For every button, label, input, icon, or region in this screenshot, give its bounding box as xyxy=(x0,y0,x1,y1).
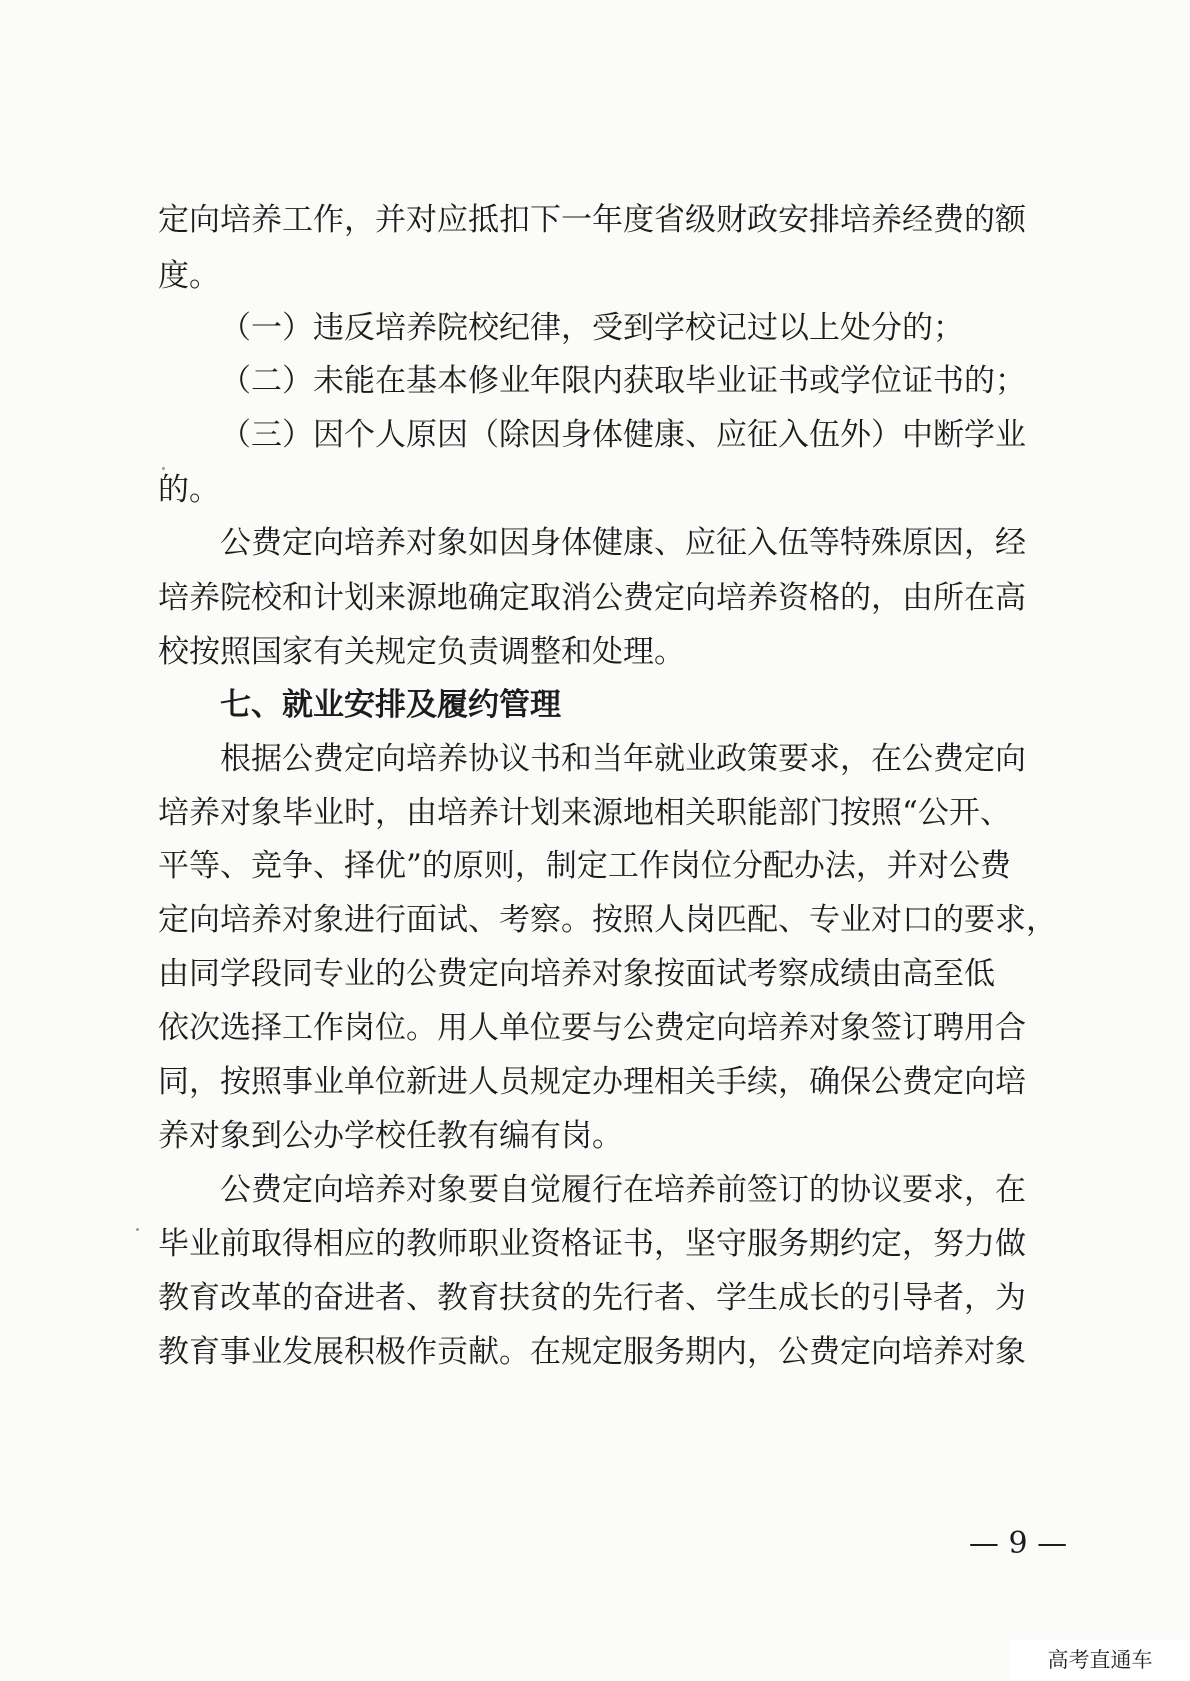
text-line: 平等、竞争、择优”的原则，制定工作岗位分配办法，并对公费 xyxy=(158,848,1011,884)
paragraph-start: 公费定向培养对象如因身体健康、应征入伍等特殊原因，经 xyxy=(220,525,1026,561)
watermark-label: 高考直通车 xyxy=(1010,1640,1190,1680)
text-line: 培养院校和计划来源地确定取消公费定向培养资格的，由所在高 xyxy=(158,580,1026,616)
text-line: 定向培养对象进行面试、考察。按照人岗匹配、专业对口的要求， xyxy=(158,902,1057,938)
text-line: 养对象到公办学校任教有编有岗。 xyxy=(158,1118,623,1154)
text-line: 毕业前取得相应的教师职业资格证书，坚守服务期约定，努力做 xyxy=(158,1226,1026,1262)
scan-speck xyxy=(136,1228,139,1231)
list-item: （三）因个人原因（除因身体健康、应征入伍外）中断学业 xyxy=(220,417,1026,453)
text-line: 教育事业发展积极作贡献。在规定服务期内，公费定向培养对象 xyxy=(158,1334,1026,1370)
text-line: 由同学段同专业的公费定向培养对象按面试考察成绩由高至低 xyxy=(158,956,995,992)
paragraph-start: 公费定向培养对象要自觉履行在培养前签订的协议要求，在 xyxy=(220,1172,1026,1208)
text-line: 依次选择工作岗位。用人单位要与公费定向培养对象签订聘用合 xyxy=(158,1010,1026,1046)
list-item: （一）违反培养院校纪律，受到学校记过以上处分的； xyxy=(220,310,964,346)
page-number: — 9 — xyxy=(968,1526,1068,1561)
list-item: （二）未能在基本修业年限内获取毕业证书或学位证书的； xyxy=(220,363,1026,399)
text-line: 定向培养工作，并对应抵扣下一年度省级财政安排培养经费的额 xyxy=(158,202,1026,238)
text-line: 同，按照事业单位新进人员规定办理相关手续，确保公费定向培 xyxy=(158,1064,1026,1100)
text-line: 教育改革的奋进者、教育扶贫的先行者、学生成长的引导者，为 xyxy=(158,1280,1026,1316)
text-line: 培养对象毕业时，由培养计划来源地相关职能部门按照“公开、 xyxy=(158,795,1011,831)
text-line: 的。 xyxy=(158,472,220,508)
text-line: 校按照国家有关规定负责调整和处理。 xyxy=(158,634,685,670)
section-heading: 七、就业安排及履约管理 xyxy=(220,687,561,723)
paragraph-start: 根据公费定向培养协议书和当年就业政策要求，在公费定向 xyxy=(220,741,1026,777)
scan-speck xyxy=(162,467,165,470)
text-line: 度。 xyxy=(158,258,220,294)
